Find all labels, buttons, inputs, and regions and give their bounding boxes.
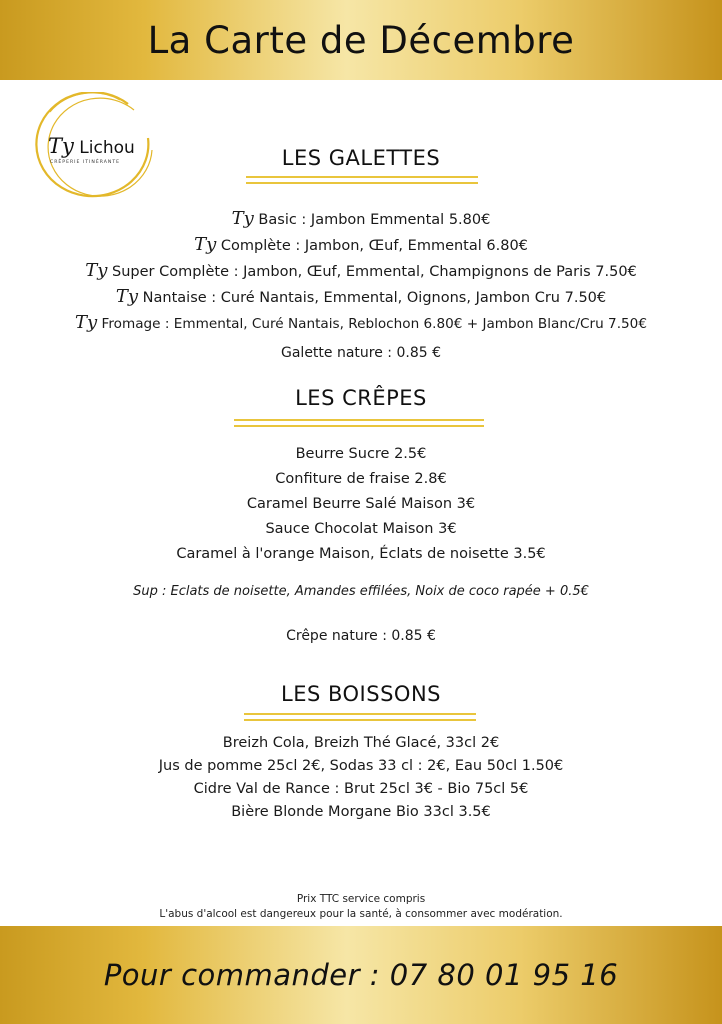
alcohol-warning: L'abus d'alcool est dangereux pour la santé, à consommer avec modération. [159, 908, 563, 920]
boisson-item: Cidre Val de Rance : Brut 25cl 3€ - Bio 75cl 5€ [193, 781, 529, 797]
galette-nature: Galette nature : 0.85 € [281, 345, 441, 361]
crepes-divider-top [234, 419, 484, 421]
crepe-item: Beurre Sucre 2.5€ [295, 446, 427, 462]
price-note: Prix TTC service compris [296, 893, 426, 905]
order-phone: Pour commander : 07 80 01 95 16 [103, 958, 619, 992]
crepes-supplement: Sup : Eclats de noisette, Amandes effilées, Noix de coco rapée + 0.5€ [133, 584, 589, 599]
header-banner [0, 0, 722, 80]
boisson-item: Breizh Cola, Breizh Thé Glacé, 33cl 2€ [222, 735, 500, 751]
galette-item-text: Complète : Jambon, Œuf, Emmental 6.80€ [216, 238, 528, 254]
logo-name-text: Lichou [79, 138, 135, 158]
crepe-nature: Crêpe nature : 0.85 € [286, 628, 436, 644]
galettes-title: LES GALETTES [281, 146, 441, 170]
logo-ty-mark: Ty [48, 134, 74, 158]
ty-mark: Ty [231, 208, 254, 229]
logo-subtitle: CRÊPERIE ITINÉRANTE [50, 160, 121, 165]
crepe-item: Confiture de fraise 2.8€ [275, 471, 447, 487]
ty-mark: Ty [194, 234, 217, 255]
boissons-divider-top [244, 713, 476, 715]
boissons-divider-bottom [244, 719, 476, 721]
ty-mark: Ty [115, 286, 139, 307]
page-title: La Carte de Décembre [147, 18, 575, 62]
galette-item [0, 258, 722, 284]
galette-item [0, 232, 722, 258]
footer-banner [0, 926, 722, 1024]
boissons-list [0, 732, 722, 824]
galettes-list [0, 206, 722, 336]
crepes-divider-bottom [234, 425, 484, 427]
galettes-divider-top [246, 176, 478, 178]
galette-item [0, 284, 722, 310]
crepes-list [0, 442, 722, 567]
galette-item-text: Basic : Jambon Emmental 5.80€ [253, 212, 491, 228]
galettes-divider-bottom [246, 182, 478, 184]
crepe-item: Sauce Chocolat Maison 3€ [265, 521, 457, 537]
crepes-title: LES CRÊPES [295, 386, 427, 410]
galette-item-text: Fromage : Emmental, Curé Nantais, Reblochon 6.80€ + Jambon Blanc/Cru 7.50€ [97, 316, 647, 332]
galette-item-text: Nantaise : Curé Nantais, Emmental, Oignons, Jambon Cru 7.50€ [138, 290, 607, 306]
galette-item [0, 310, 722, 336]
boissons-title: LES BOISSONS [281, 682, 441, 706]
galette-item [0, 206, 722, 232]
ty-mark: Ty [75, 312, 98, 333]
crepe-item: Caramel Beurre Salé Maison 3€ [246, 496, 476, 512]
crepe-item: Caramel à l'orange Maison, Éclats de noisette 3.5€ [176, 546, 546, 562]
ty-mark: Ty [85, 260, 108, 281]
boisson-item: Jus de pomme 25cl 2€, Sodas 33 cl : 2€, Eau 50cl 1.50€ [158, 758, 564, 774]
galette-item-text: Super Complète : Jambon, Œuf, Emmental, Champignons de Paris 7.50€ [107, 264, 637, 280]
boisson-item: Bière Blonde Morgane Bio 33cl 3.5€ [231, 804, 491, 820]
